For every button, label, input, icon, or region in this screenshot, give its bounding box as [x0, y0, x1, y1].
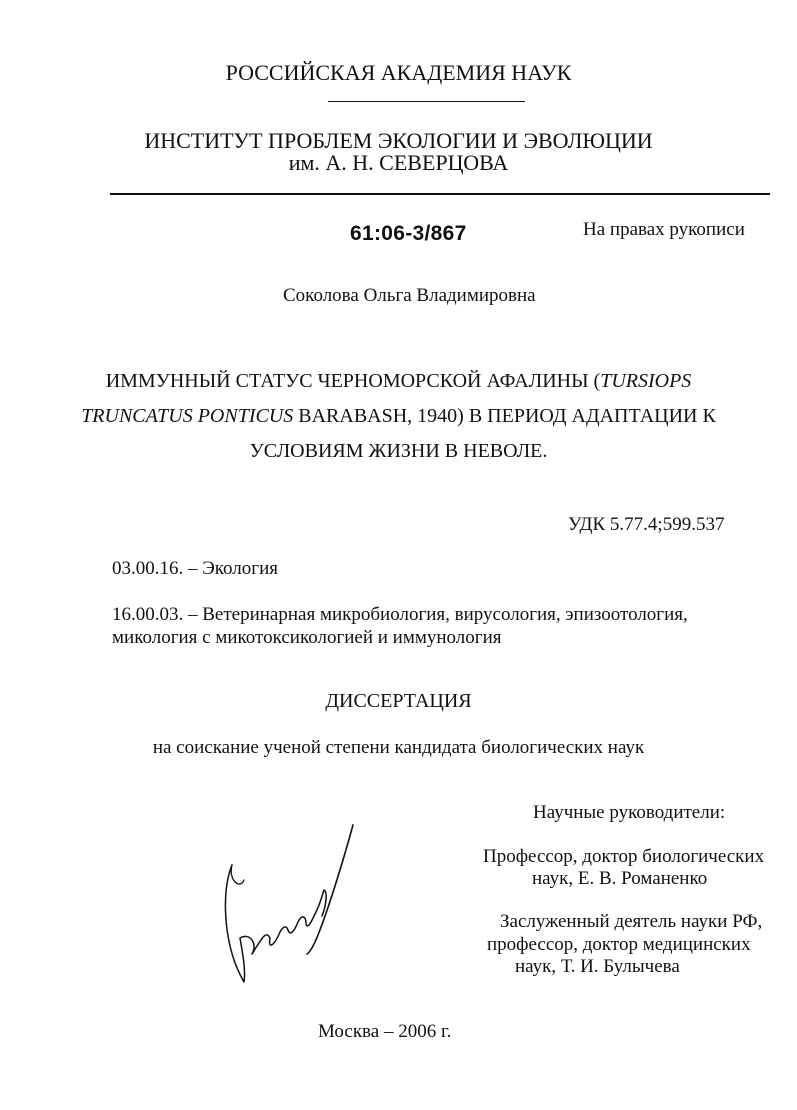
catalog-code: 61:06-3/867 [350, 222, 467, 245]
supervisors-heading: Научные руководители: [533, 802, 726, 823]
institute-name: ИНСТИТУТ ПРОБЛЕМ ЭКОЛОГИИ И ЭВОЛЮЦИИ [144, 128, 653, 153]
specialty-veterinary-line-2: микология с микотоксикологией и иммунология [112, 627, 502, 648]
header-divider-long [110, 193, 770, 195]
title-line2-latin: TRUNCATUS PONTICUS [81, 405, 294, 427]
city-year: Москва – 2006 г. [318, 1021, 452, 1042]
thesis-title-line-1 [0, 370, 797, 393]
supervisor-1-title: Профессор, доктор биологических [483, 846, 765, 867]
title-line1-prefix: ИММУННЫЙ СТАТУС ЧЕРНОМОРСКОЙ АФАЛИНЫ ( [105, 370, 601, 392]
rights-note: На правах рукописи [583, 219, 745, 240]
supervisor-2-title: профессор, доктор медицинских [487, 934, 751, 955]
supervisor-2-honor: Заслуженный деятель науки РФ, [500, 911, 763, 932]
specialty-ecology: 03.00.16. – Экология [112, 558, 278, 579]
institute-name-sub: им. А. Н. СЕВЕРЦОВА [288, 150, 509, 175]
handwritten-signature [210, 820, 370, 990]
supervisor-1-name: наук, Е. В. Романенко [532, 868, 708, 889]
title-line1-latin: TURSIOPS [600, 370, 692, 392]
header-divider-short [328, 101, 525, 102]
thesis-title-line-2 [0, 405, 797, 428]
thesis-title-line-3: УСЛОВИЯМ ЖИЗНИ В НЕВОЛЕ. [249, 440, 548, 462]
udc-code: УДК 5.77.4;599.537 [568, 514, 725, 535]
title-line2-rest: BARABASH, 1940) В ПЕРИОД АДАПТАЦИИ К [293, 405, 716, 427]
degree-statement: на соискание ученой степени кандидата биологических наук [152, 737, 645, 758]
author-name: Соколова Ольга Владимировна [283, 285, 536, 306]
document-type: ДИССЕРТАЦИЯ [325, 690, 472, 712]
supervisor-2-name: наук, Т. И. Булычева [515, 956, 680, 977]
specialty-veterinary-line-1: 16.00.03. – Ветеринарная микробиология, вирусология, эпизоотология, [112, 604, 688, 625]
academy-name: РОССИЙСКАЯ АКАДЕМИЯ НАУК [225, 60, 572, 85]
